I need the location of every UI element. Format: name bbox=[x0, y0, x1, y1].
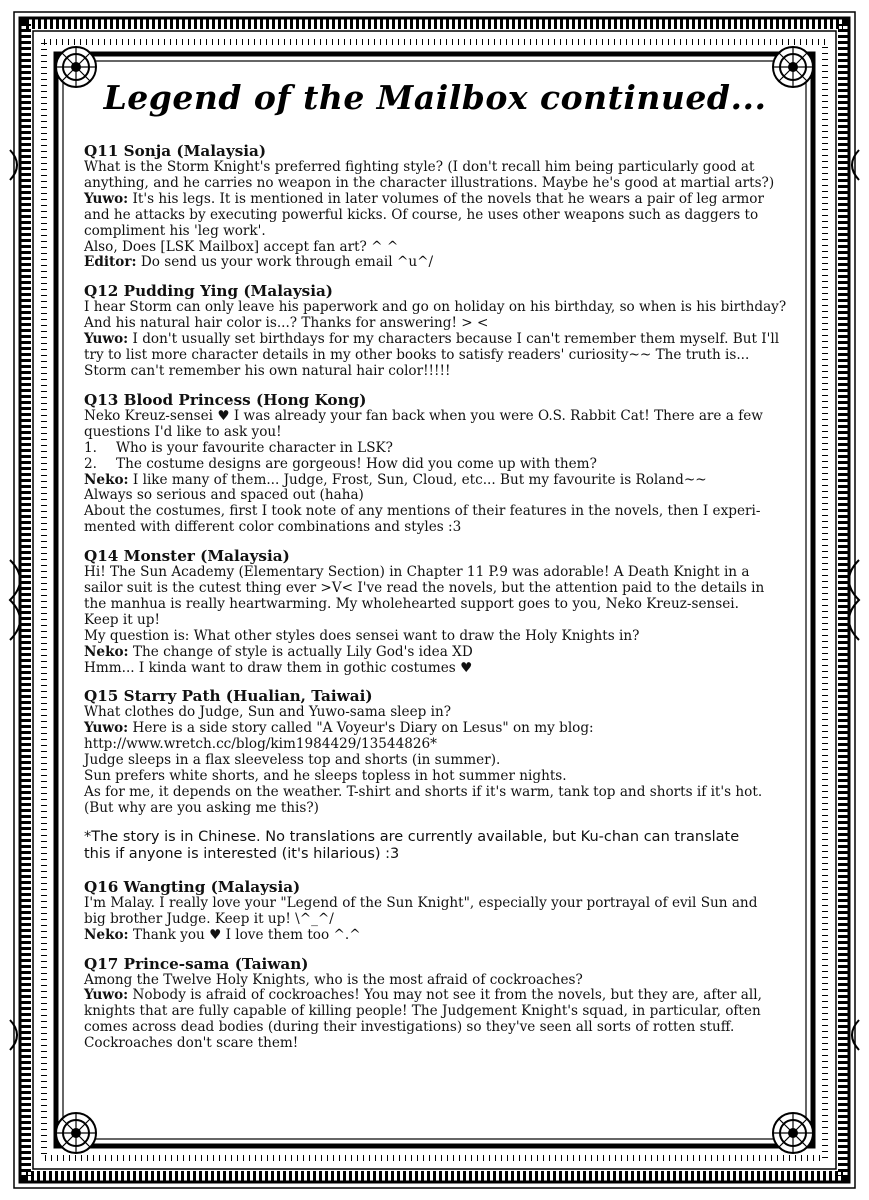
list-number: 1. bbox=[84, 439, 97, 456]
question-heading: Q13 Blood Princess (Hong Kong) bbox=[84, 390, 367, 409]
mailbox-content bbox=[84, 68, 786, 1128]
question-heading: Q12 Pudding Ying (Malaysia) bbox=[84, 282, 333, 301]
question-text: Keep it up! bbox=[84, 611, 160, 628]
list-item bbox=[84, 441, 786, 457]
answer-text bbox=[84, 332, 786, 348]
answer-text bbox=[84, 721, 786, 737]
answer-text: try to list more character details in my other books to satisfy readers' curiosity~~ The truth is... bbox=[84, 347, 750, 364]
answer-text-span: Do send us your work through email ^u^/ bbox=[136, 254, 434, 271]
qa-entry-q13 bbox=[84, 392, 786, 536]
answer-text bbox=[84, 192, 786, 208]
answer-text: and he attacks by executing powerful kicks. Of course, he uses other weapons such as daggers to bbox=[84, 206, 759, 223]
question-text: Neko Kreuz-sensei ♥ I was already your fan back when you were O.S. Rabbit Cat! There are a few bbox=[84, 407, 763, 424]
answer-text: Storm can't remember his own natural hair color!!!!! bbox=[84, 362, 451, 379]
question-text: What is the Storm Knight's preferred fighting style? (I don't recall him being particularly good at bbox=[84, 159, 755, 175]
question-heading: Q11 Sonja (Malaysia) bbox=[84, 142, 267, 160]
question-text: the manhua is really heartwarming. My wholehearted support goes to you, Neko Kreuz-sensei. bbox=[84, 595, 739, 612]
answer-text: mented with different color combinations and styles :3 bbox=[84, 519, 462, 536]
answer-text bbox=[84, 645, 786, 661]
answer-text: About the costumes, first I took note of any mentions of their features in the novels, then I experi- bbox=[84, 503, 761, 520]
answer-text: Sun prefers white shorts, and he sleeps topless in hot summer nights. bbox=[84, 768, 567, 785]
question-text: questions I'd like to ask you! bbox=[84, 423, 282, 440]
question-text: Also, Does [LSK Mailbox] accept fan art? ^ ^ bbox=[84, 238, 399, 255]
question-text: I hear Storm can only leave his paperwork and go on holiday on his birthday, so when is his birthday? bbox=[84, 299, 787, 316]
footnote bbox=[84, 829, 786, 863]
answer-text: As for me, it depends on the weather. T-shirt and shorts if it's warm, tank top and shorts if it's hot. bbox=[84, 784, 763, 800]
answer-text bbox=[84, 988, 786, 1004]
question-text: sailor suit is the cutest thing ever >V< I've read the novels, but the attention paid to the details in bbox=[84, 580, 765, 597]
answer-text-span: It's his legs. It is mentioned in later volumes of the novels that he wears a pair of leg armor bbox=[128, 190, 764, 207]
answer-text-span: Thank you ♥ I love them too ^.^ bbox=[128, 926, 361, 943]
answer-text: Judge sleeps in a flax sleeveless top and shorts (in summer). bbox=[84, 752, 501, 769]
answer-text: knights that are fully capable of killing people! The Judgement Knight's squad, in particular, often bbox=[84, 1003, 761, 1020]
answer-text: Cockroaches don't scare them! bbox=[84, 1035, 299, 1052]
qa-entry-q11 bbox=[84, 143, 786, 271]
answer-text-span: I like many of them... Judge, Frost, Sun, Cloud, etc... But my favourite is Roland~~ bbox=[128, 471, 707, 488]
question-heading: Q16 Wangting (Malaysia) bbox=[84, 877, 301, 896]
answer-text: compliment his 'leg work'. bbox=[84, 222, 266, 239]
qa-entry-q16 bbox=[84, 879, 786, 944]
list-number: 2. bbox=[84, 455, 97, 472]
answer-text: Hmm... I kinda want to draw them in gothic costumes ♥ bbox=[84, 659, 473, 676]
qa-entry-q12 bbox=[84, 283, 786, 380]
qa-entry-q15 bbox=[84, 688, 786, 816]
answer-label: Yuwo: bbox=[84, 190, 129, 207]
question-text: Hi! The Sun Academy (Elementary Section) in Chapter 11 P.9 was adorable! A Death Knight in a bbox=[84, 564, 750, 581]
blog-url: http://www.wretch.cc/blog/kim1984429/13544826* bbox=[84, 736, 437, 753]
list-text: The costume designs are gorgeous! How did you come up with them? bbox=[116, 455, 597, 472]
question-heading: Q15 Starry Path (Hualian, Taiwai) bbox=[84, 687, 373, 706]
question-text: What clothes do Judge, Sun and Yuwo-sama sleep in? bbox=[84, 704, 452, 721]
list-text: Who is your favourite character in LSK? bbox=[116, 439, 393, 456]
answer-text-span: I don't usually set birthdays for my characters because I can't remember them myself. But I'll bbox=[128, 331, 780, 348]
answer-text-span: Nobody is afraid of cockroaches! You may not see it from the novels, but they are, after all, bbox=[128, 987, 762, 1004]
answer-text: (But why are you asking me this?) bbox=[84, 799, 319, 816]
answer-text-span: The change of style is actually Lily God's idea XD bbox=[128, 643, 473, 660]
editor-answer bbox=[84, 255, 786, 271]
answer-label: Neko: bbox=[84, 926, 129, 943]
answer-text: Always so serious and spaced out (haha) bbox=[84, 487, 364, 504]
answer-text: comes across dead bodies (during their investigations) so they've seen all sorts of rotten stuff. bbox=[84, 1019, 735, 1036]
answer-label: Editor: bbox=[84, 254, 137, 271]
question-text: anything, and he carries no weapon in the character illustrations. Maybe he's good at martial arts?) bbox=[84, 174, 775, 191]
question-text: My question is: What other styles does sensei want to draw the Holy Knights in? bbox=[84, 627, 640, 644]
answer-label: Yuwo: bbox=[84, 720, 129, 737]
answer-text bbox=[84, 473, 786, 489]
answer-label: Yuwo: bbox=[84, 331, 129, 348]
question-heading: Q14 Monster (Malaysia) bbox=[84, 547, 290, 566]
answer-text-span: Here is a side story called "A Voyeur's Diary on Lesus" on my blog: bbox=[128, 720, 594, 737]
answer-label: Neko: bbox=[84, 471, 129, 488]
page-title: Legend of the Mailbox continued... bbox=[103, 78, 767, 117]
footnote-line: *The story is in Chinese. No translations are currently available, but Ku-chan can translate bbox=[84, 828, 740, 845]
answer-label: Neko: bbox=[84, 643, 129, 660]
answer-text bbox=[84, 928, 786, 944]
question-heading: Q17 Prince-sama (Taiwan) bbox=[84, 954, 309, 973]
list-item bbox=[84, 457, 786, 473]
question-text: Among the Twelve Holy Knights, who is the most afraid of cockroaches? bbox=[84, 971, 583, 988]
answer-label: Yuwo: bbox=[84, 987, 129, 1004]
question-text: big brother Judge. Keep it up! \^_^/ bbox=[84, 910, 334, 927]
footnote-line: this if anyone is interested (it's hilarious) :3 bbox=[84, 845, 400, 862]
qa-entry-q17 bbox=[84, 956, 786, 1053]
qa-entry-q14 bbox=[84, 548, 786, 676]
question-text: I'm Malay. I really love your "Legend of the Sun Knight", especially your portrayal of evil Sun and bbox=[84, 894, 758, 911]
question-text: And his natural hair color is...? Thanks for answering! > < bbox=[84, 315, 489, 332]
